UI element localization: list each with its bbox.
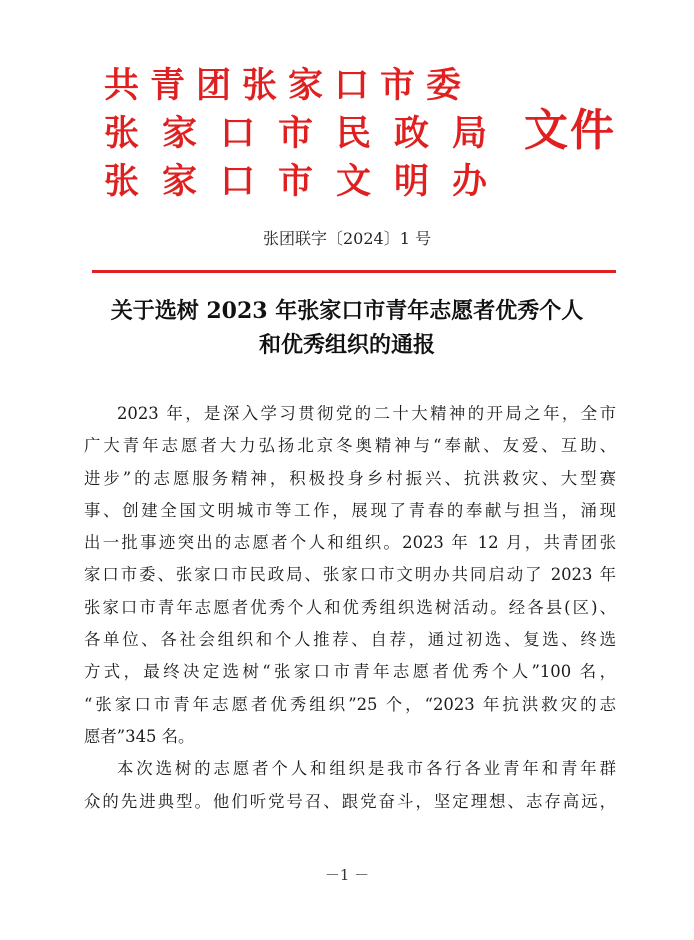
body-line: 事、创建全国文明城市等工作，展现了青春的奉献与担当，涌现	[84, 500, 616, 520]
body-line: 家口市委、张家口市民政局、张家口市文明办共同启动了 2023 年	[84, 565, 616, 585]
body-line: 2023 年，是深入学习贯彻党的二十大精神的开局之年，全市	[117, 404, 616, 423]
body-line: “张家口市青年志愿者优秀组织”25 个，“2023 年抗洪救灾的志	[84, 694, 616, 714]
issuing-org-civilization-office: 张家口市文明办	[104, 161, 511, 202]
body-paragraph-1	[84, 398, 616, 753]
document-body	[84, 398, 616, 818]
body-line: 张家口市青年志愿者优秀个人和优秀组织选树活动。经各县(区)、	[84, 597, 616, 617]
body-paragraph-2	[84, 753, 616, 818]
title-line-2: 和优秀组织的通报	[258, 332, 435, 358]
body-line: 众的先进典型。他们听党号召、跟党奋斗，坚定理想、志存高远，	[84, 791, 616, 811]
document-title	[60, 294, 634, 362]
document-header	[104, 66, 644, 206]
issuing-org-youth-league: 共青团张家口市委	[104, 65, 473, 106]
body-line: 出一批事迹突出的志愿者个人和组织。2023 年 12 月，共青团张	[84, 533, 616, 553]
document-type-label: 文件	[524, 105, 616, 156]
body-line: 广大青年志愿者大力弘扬北京冬奥精神与“奉献、友爱、互助、	[84, 436, 616, 456]
body-line: 各单位、各社会组织和个人推荐、自荐，通过初选、复选、终选	[84, 630, 616, 650]
issuing-org-civil-affairs: 张家口市民政局	[104, 113, 511, 154]
body-line: 进步”的志愿服务精神，积极投身乡村振兴、抗洪救灾、大型赛	[84, 468, 616, 488]
body-line: 方式，最终决定选树“张家口市青年志愿者优秀个人”100 名，	[84, 662, 616, 682]
document-number: 张团联字〔2024〕1 号	[263, 229, 431, 248]
body-line: 愿者”345 名。	[84, 726, 195, 746]
body-line: 本次选树的志愿者个人和组织是我市各行各业青年和青年群	[117, 759, 616, 779]
title-line-1: 关于选树 2023 年张家口市青年志愿者优秀个人	[110, 298, 584, 324]
page-number: －1 －	[324, 866, 370, 884]
header-divider	[92, 270, 616, 273]
